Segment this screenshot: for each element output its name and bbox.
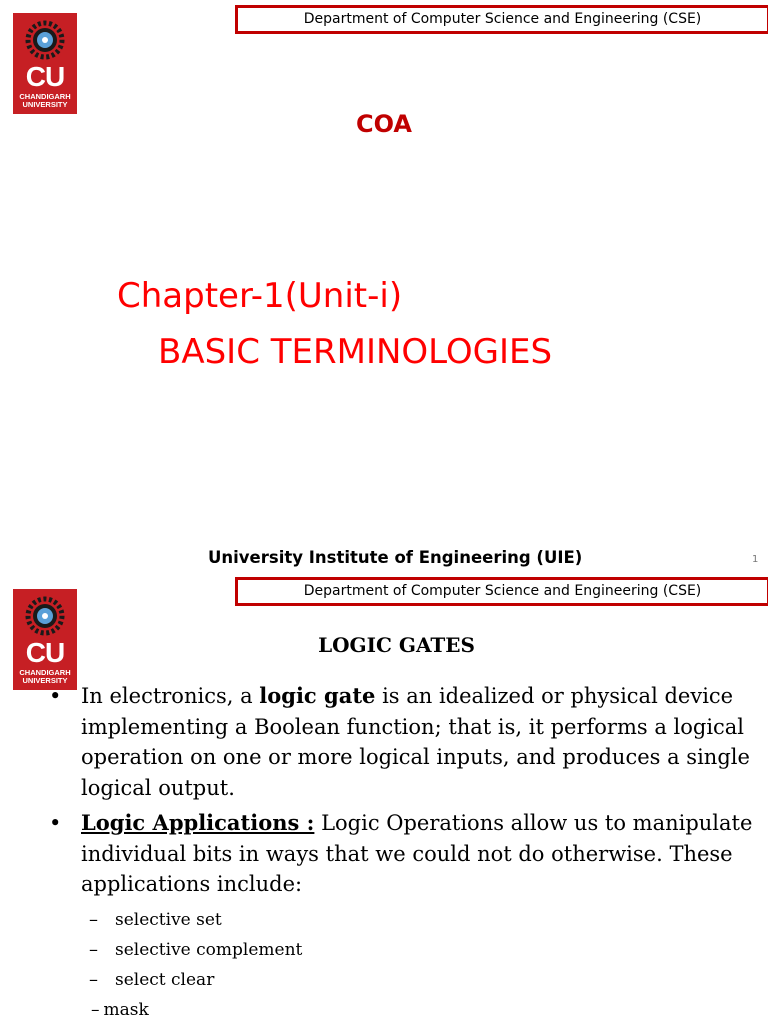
- logo-initials: CU: [25, 61, 65, 92]
- university-logo: [13, 13, 77, 114]
- list-item: [49, 995, 764, 1024]
- slide-logic-gates: [0, 540, 768, 1024]
- logo-initials: CU: [25, 637, 65, 668]
- logo-university-name: CHANDIGARH UNIVERSITY: [19, 92, 71, 109]
- chapter-heading: Chapter-1(Unit-i): [117, 276, 403, 316]
- application-item: selective complement: [115, 939, 303, 960]
- course-title: COA: [356, 110, 412, 138]
- bullet-logic-applications: [49, 808, 764, 900]
- bullet-marker: •: [49, 684, 62, 708]
- institute-header: University Institute of Engineering (UIE): [208, 548, 583, 567]
- list-item: [49, 935, 764, 965]
- gear-emblem-icon: [13, 13, 77, 67]
- list-item: [49, 965, 764, 995]
- chapter-subtitle: BASIC TERMINOLOGIES: [158, 332, 553, 372]
- bullet-text-suffix: is an idealized or physical device implementing a Boolean function; that is, it performs a logical operation on one or more logical inputs, and produces a single logical output.: [81, 684, 750, 800]
- dash-marker: –: [89, 968, 98, 990]
- bullet-heading: Logic Applications :: [81, 810, 315, 835]
- bullet-text-prefix: In electronics, a: [81, 684, 260, 708]
- slide-heading: LOGIC GATES: [318, 633, 475, 657]
- bullet-marker: •: [49, 811, 62, 835]
- logo-university-name: CHANDIGARH UNIVERSITY: [19, 668, 71, 685]
- list-item: [49, 905, 764, 935]
- bullet-logic-gate-definition: [49, 681, 764, 803]
- page-number: 1: [752, 554, 759, 565]
- application-item: select clear: [115, 969, 215, 990]
- application-item: mask: [103, 999, 149, 1020]
- dash-marker: –: [89, 908, 98, 930]
- bullet-text: Logic Operations allow us to manipulate individual bits in ways that we could not do otherwise. These applications include:: [81, 811, 753, 896]
- bullet-bold-term: logic gate: [259, 683, 376, 708]
- department-banner: Department of Computer Science and Engineering (CSE): [235, 5, 768, 34]
- application-item: selective set: [115, 909, 222, 930]
- dash-marker: –: [91, 999, 100, 1020]
- slide-body: [49, 681, 764, 1024]
- dash-marker: –: [89, 938, 98, 960]
- department-banner: Department of Computer Science and Engineering (CSE): [235, 577, 768, 606]
